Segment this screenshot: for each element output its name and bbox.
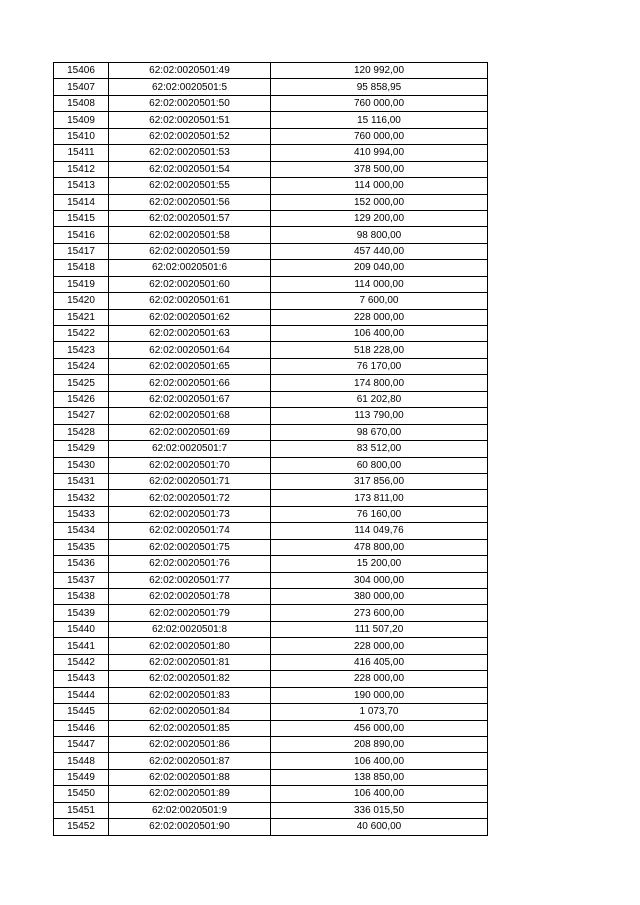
table-row (54, 589, 488, 605)
value-cell: 83 512,00 (271, 441, 488, 457)
value-cell: 304 000,00 (271, 572, 488, 588)
row-number-cell: 15435 (54, 539, 109, 555)
table-row (54, 621, 488, 637)
cadastral-number-cell: 62:02:0020501:62 (109, 309, 271, 325)
value-cell: 76 170,00 (271, 358, 488, 374)
row-number-cell: 15446 (54, 720, 109, 736)
row-number-cell: 15417 (54, 243, 109, 259)
value-cell: 760 000,00 (271, 95, 488, 111)
cadastral-number-cell: 62:02:0020501:7 (109, 441, 271, 457)
table-row (54, 391, 488, 407)
table-row (54, 654, 488, 670)
table-row (54, 309, 488, 325)
row-number-cell: 15415 (54, 210, 109, 226)
table-row (54, 227, 488, 243)
row-number-cell: 15428 (54, 424, 109, 440)
value-cell: 380 000,00 (271, 589, 488, 605)
value-cell: 76 160,00 (271, 506, 488, 522)
value-cell: 111 507,20 (271, 621, 488, 637)
table-row (54, 161, 488, 177)
value-cell: 15 116,00 (271, 112, 488, 128)
row-number-cell: 15451 (54, 802, 109, 818)
table-row (54, 243, 488, 259)
cadastral-number-cell: 62:02:0020501:74 (109, 523, 271, 539)
table-row (54, 490, 488, 506)
table-row (54, 63, 488, 79)
value-cell: 106 400,00 (271, 786, 488, 802)
table-row (54, 408, 488, 424)
cadastral-number-cell: 62:02:0020501:59 (109, 243, 271, 259)
value-cell: 114 000,00 (271, 178, 488, 194)
value-cell: 228 000,00 (271, 638, 488, 654)
cadastral-number-cell: 62:02:0020501:80 (109, 638, 271, 654)
table-row (54, 210, 488, 226)
value-cell: 336 015,50 (271, 802, 488, 818)
value-cell: 61 202,80 (271, 391, 488, 407)
table-row (54, 523, 488, 539)
value-cell: 209 040,00 (271, 260, 488, 276)
row-number-cell: 15450 (54, 786, 109, 802)
cadastral-number-cell: 62:02:0020501:50 (109, 95, 271, 111)
row-number-cell: 15409 (54, 112, 109, 128)
table-row (54, 506, 488, 522)
row-number-cell: 15421 (54, 309, 109, 325)
cadastral-number-cell: 62:02:0020501:58 (109, 227, 271, 243)
value-cell: 410 994,00 (271, 145, 488, 161)
row-number-cell: 15425 (54, 375, 109, 391)
table-row (54, 424, 488, 440)
value-cell: 98 670,00 (271, 424, 488, 440)
cadastral-number-cell: 62:02:0020501:54 (109, 161, 271, 177)
value-cell: 129 200,00 (271, 210, 488, 226)
row-number-cell: 15418 (54, 260, 109, 276)
table-row (54, 753, 488, 769)
cadastral-value-table (53, 62, 488, 836)
row-number-cell: 15427 (54, 408, 109, 424)
row-number-cell: 15423 (54, 342, 109, 358)
value-cell: 518 228,00 (271, 342, 488, 358)
cadastral-number-cell: 62:02:0020501:67 (109, 391, 271, 407)
cadastral-number-cell: 62:02:0020501:8 (109, 621, 271, 637)
cadastral-number-cell: 62:02:0020501:83 (109, 687, 271, 703)
row-number-cell: 15430 (54, 457, 109, 473)
table-row (54, 194, 488, 210)
cadastral-number-cell: 62:02:0020501:79 (109, 605, 271, 621)
cadastral-number-cell: 62:02:0020501:56 (109, 194, 271, 210)
row-number-cell: 15452 (54, 819, 109, 835)
cadastral-number-cell: 62:02:0020501:53 (109, 145, 271, 161)
cadastral-number-cell: 62:02:0020501:68 (109, 408, 271, 424)
value-cell: 173 811,00 (271, 490, 488, 506)
row-number-cell: 15429 (54, 441, 109, 457)
row-number-cell: 15440 (54, 621, 109, 637)
value-cell: 190 000,00 (271, 687, 488, 703)
value-cell: 15 200,00 (271, 556, 488, 572)
cadastral-number-cell: 62:02:0020501:71 (109, 473, 271, 489)
row-number-cell: 15449 (54, 769, 109, 785)
value-cell: 228 000,00 (271, 309, 488, 325)
value-cell: 416 405,00 (271, 654, 488, 670)
value-cell: 114 000,00 (271, 276, 488, 292)
table-row (54, 769, 488, 785)
row-number-cell: 15411 (54, 145, 109, 161)
row-number-cell: 15416 (54, 227, 109, 243)
row-number-cell: 15436 (54, 556, 109, 572)
cadastral-number-cell: 62:02:0020501:51 (109, 112, 271, 128)
cadastral-number-cell: 62:02:0020501:6 (109, 260, 271, 276)
row-number-cell: 15447 (54, 736, 109, 752)
cadastral-number-cell: 62:02:0020501:87 (109, 753, 271, 769)
row-number-cell: 15424 (54, 358, 109, 374)
cadastral-number-cell: 62:02:0020501:82 (109, 671, 271, 687)
cadastral-number-cell: 62:02:0020501:63 (109, 326, 271, 342)
row-number-cell: 15432 (54, 490, 109, 506)
row-number-cell: 15443 (54, 671, 109, 687)
cadastral-number-cell: 62:02:0020501:5 (109, 79, 271, 95)
table-row (54, 441, 488, 457)
value-cell: 760 000,00 (271, 128, 488, 144)
cadastral-number-cell: 62:02:0020501:72 (109, 490, 271, 506)
value-cell: 456 000,00 (271, 720, 488, 736)
table-row (54, 687, 488, 703)
cadastral-number-cell: 62:02:0020501:85 (109, 720, 271, 736)
cadastral-number-cell: 62:02:0020501:69 (109, 424, 271, 440)
table-row (54, 786, 488, 802)
row-number-cell: 15439 (54, 605, 109, 621)
cadastral-number-cell: 62:02:0020501:78 (109, 589, 271, 605)
cadastral-number-cell: 62:02:0020501:89 (109, 786, 271, 802)
row-number-cell: 15406 (54, 63, 109, 79)
table-row (54, 556, 488, 572)
row-number-cell: 15433 (54, 506, 109, 522)
row-number-cell: 15422 (54, 326, 109, 342)
table-row (54, 671, 488, 687)
table-row (54, 293, 488, 309)
cadastral-number-cell: 62:02:0020501:75 (109, 539, 271, 555)
cadastral-number-cell: 62:02:0020501:9 (109, 802, 271, 818)
table-row (54, 95, 488, 111)
row-number-cell: 15410 (54, 128, 109, 144)
table-body (54, 63, 488, 836)
row-number-cell: 15426 (54, 391, 109, 407)
row-number-cell: 15445 (54, 704, 109, 720)
table-row (54, 704, 488, 720)
value-cell: 457 440,00 (271, 243, 488, 259)
table-row (54, 112, 488, 128)
table-row (54, 375, 488, 391)
value-cell: 120 992,00 (271, 63, 488, 79)
row-number-cell: 15448 (54, 753, 109, 769)
cadastral-number-cell: 62:02:0020501:90 (109, 819, 271, 835)
cadastral-number-cell: 62:02:0020501:57 (109, 210, 271, 226)
value-cell: 138 850,00 (271, 769, 488, 785)
cadastral-number-cell: 62:02:0020501:64 (109, 342, 271, 358)
cadastral-number-cell: 62:02:0020501:86 (109, 736, 271, 752)
table-row (54, 128, 488, 144)
value-cell: 174 800,00 (271, 375, 488, 391)
cadastral-number-cell: 62:02:0020501:84 (109, 704, 271, 720)
cadastral-number-cell: 62:02:0020501:66 (109, 375, 271, 391)
table-row (54, 605, 488, 621)
row-number-cell: 15431 (54, 473, 109, 489)
table-row (54, 178, 488, 194)
table-row (54, 358, 488, 374)
cadastral-number-cell: 62:02:0020501:60 (109, 276, 271, 292)
table-row (54, 638, 488, 654)
value-cell: 152 000,00 (271, 194, 488, 210)
cadastral-number-cell: 62:02:0020501:49 (109, 63, 271, 79)
cadastral-number-cell: 62:02:0020501:73 (109, 506, 271, 522)
table-row (54, 572, 488, 588)
value-cell: 228 000,00 (271, 671, 488, 687)
value-cell: 98 800,00 (271, 227, 488, 243)
row-number-cell: 15408 (54, 95, 109, 111)
value-cell: 208 890,00 (271, 736, 488, 752)
cadastral-number-cell: 62:02:0020501:76 (109, 556, 271, 572)
row-number-cell: 15407 (54, 79, 109, 95)
row-number-cell: 15441 (54, 638, 109, 654)
cadastral-number-cell: 62:02:0020501:65 (109, 358, 271, 374)
table-row (54, 720, 488, 736)
row-number-cell: 15420 (54, 293, 109, 309)
cadastral-number-cell: 62:02:0020501:88 (109, 769, 271, 785)
value-cell: 106 400,00 (271, 326, 488, 342)
table-row (54, 326, 488, 342)
table-row (54, 539, 488, 555)
table-row (54, 802, 488, 818)
table-row (54, 819, 488, 835)
value-cell: 60 800,00 (271, 457, 488, 473)
cadastral-number-cell: 62:02:0020501:61 (109, 293, 271, 309)
table-row (54, 736, 488, 752)
row-number-cell: 15437 (54, 572, 109, 588)
value-cell: 7 600,00 (271, 293, 488, 309)
row-number-cell: 15414 (54, 194, 109, 210)
value-cell: 40 600,00 (271, 819, 488, 835)
table-row (54, 260, 488, 276)
value-cell: 114 049,76 (271, 523, 488, 539)
cadastral-number-cell: 62:02:0020501:70 (109, 457, 271, 473)
value-cell: 95 858,95 (271, 79, 488, 95)
table-row (54, 79, 488, 95)
cadastral-number-cell: 62:02:0020501:77 (109, 572, 271, 588)
row-number-cell: 15413 (54, 178, 109, 194)
cadastral-number-cell: 62:02:0020501:55 (109, 178, 271, 194)
cadastral-number-cell: 62:02:0020501:81 (109, 654, 271, 670)
table-row (54, 457, 488, 473)
row-number-cell: 15412 (54, 161, 109, 177)
row-number-cell: 15419 (54, 276, 109, 292)
value-cell: 317 856,00 (271, 473, 488, 489)
row-number-cell: 15434 (54, 523, 109, 539)
table-row (54, 276, 488, 292)
value-cell: 113 790,00 (271, 408, 488, 424)
value-cell: 106 400,00 (271, 753, 488, 769)
value-cell: 273 600,00 (271, 605, 488, 621)
cadastral-number-cell: 62:02:0020501:52 (109, 128, 271, 144)
value-cell: 1 073,70 (271, 704, 488, 720)
table-row (54, 473, 488, 489)
row-number-cell: 15444 (54, 687, 109, 703)
value-cell: 378 500,00 (271, 161, 488, 177)
table-row (54, 342, 488, 358)
table-row (54, 145, 488, 161)
value-cell: 478 800,00 (271, 539, 488, 555)
row-number-cell: 15438 (54, 589, 109, 605)
row-number-cell: 15442 (54, 654, 109, 670)
